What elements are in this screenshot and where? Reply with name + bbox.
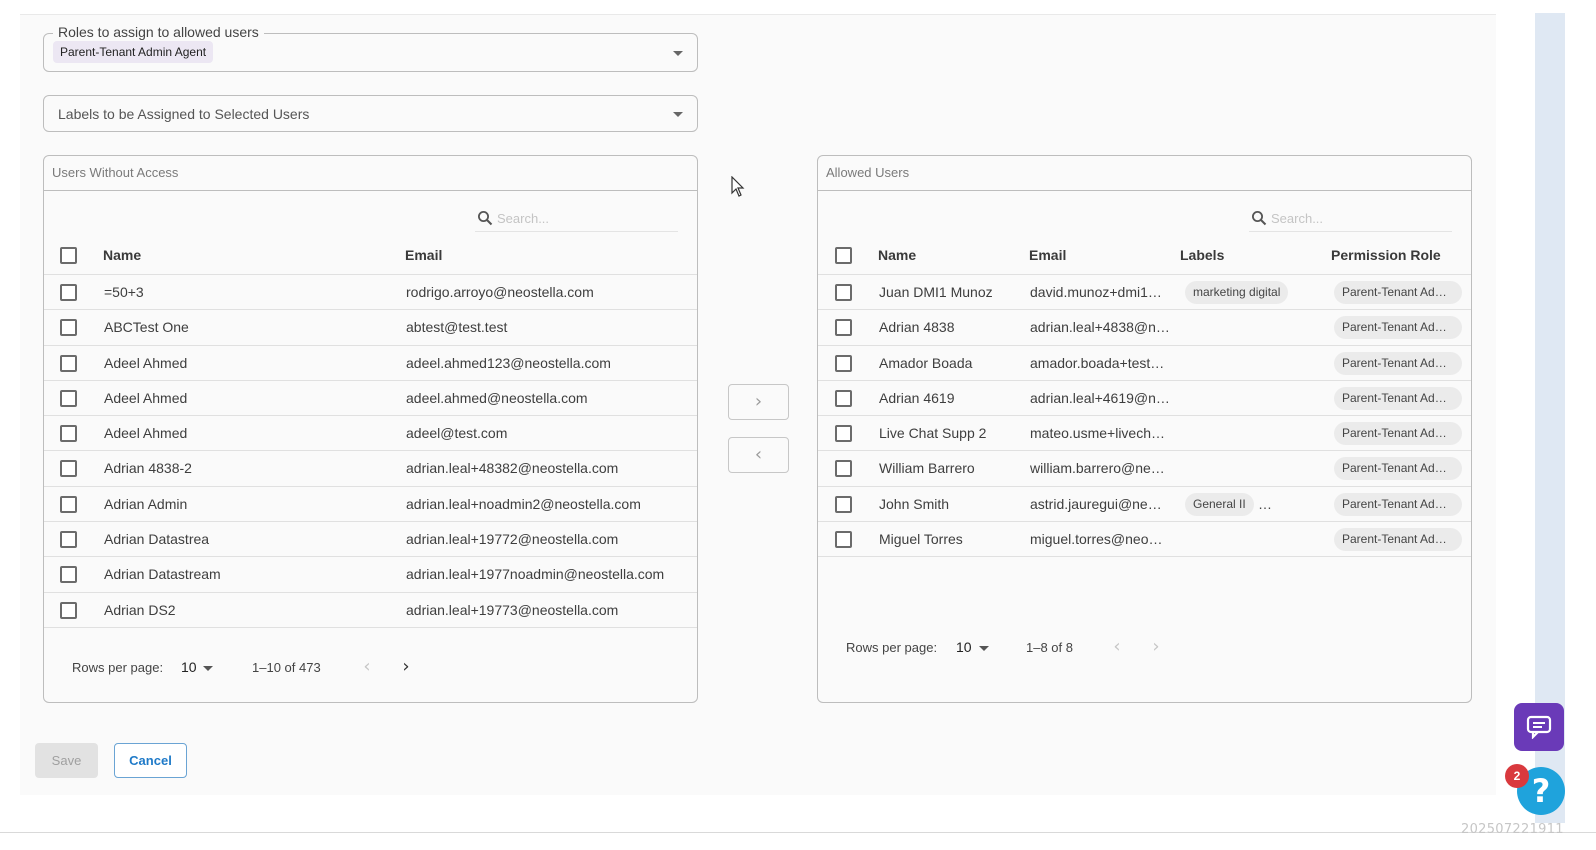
- help-widget-button[interactable]: ?: [1517, 767, 1565, 815]
- select-all-checkbox[interactable]: [835, 247, 852, 264]
- user-email: adrian.leal+noadmin2@neostella.com: [406, 495, 641, 512]
- permission-role-chip: Parent-Tenant Ad…: [1334, 457, 1462, 480]
- user-email: adrian.leal+4838@n…: [1030, 319, 1170, 336]
- table-title: Users Without Access: [44, 156, 697, 191]
- user-email: astrid.jauregui@ne…: [1030, 495, 1162, 512]
- move-to-allowed-button[interactable]: ›: [728, 384, 789, 420]
- row-checkbox[interactable]: [835, 390, 852, 407]
- row-checkbox[interactable]: [60, 355, 77, 372]
- user-name: Adrian 4838-2: [104, 460, 192, 477]
- selected-role-chip[interactable]: Parent-Tenant Admin Agent: [53, 41, 213, 63]
- scrollbar-track[interactable]: [1535, 13, 1565, 823]
- row-checkbox[interactable]: [60, 496, 77, 513]
- table-row[interactable]: [44, 557, 697, 592]
- row-checkbox[interactable]: [835, 319, 852, 336]
- table-header: [818, 236, 1471, 275]
- row-checkbox[interactable]: [835, 496, 852, 513]
- user-name: ABCTest One: [104, 319, 189, 336]
- row-checkbox[interactable]: [60, 319, 77, 336]
- chat-widget-button[interactable]: [1514, 703, 1564, 751]
- chevron-down-icon[interactable]: [673, 112, 683, 117]
- user-email: adeel@test.com: [406, 425, 508, 442]
- roles-select[interactable]: [43, 24, 698, 72]
- user-name: Live Chat Supp 2: [879, 425, 987, 442]
- permission-role-chip: Parent-Tenant Ad…: [1334, 352, 1462, 375]
- user-name: Adrian 4619: [879, 389, 955, 406]
- label-chip: General II: [1185, 493, 1254, 516]
- timestamp: 202507221911: [1461, 822, 1564, 837]
- search-input[interactable]: [1271, 208, 1446, 228]
- table-body: [818, 275, 1471, 557]
- table-row[interactable]: [44, 522, 697, 557]
- user-name: Juan DMI1 Munoz: [879, 284, 993, 300]
- chat-icon: [1526, 715, 1552, 739]
- user-name: John Smith: [879, 495, 950, 512]
- search-icon: [477, 210, 493, 226]
- table-row[interactable]: [818, 451, 1471, 486]
- column-header-email[interactable]: Email: [405, 247, 443, 263]
- user-name: Adrian DS2: [104, 601, 176, 618]
- table-row[interactable]: [44, 275, 697, 310]
- user-name: William Barrero: [879, 460, 975, 477]
- rows-per-page-select[interactable]: 10: [181, 659, 197, 675]
- row-checkbox[interactable]: [60, 531, 77, 548]
- table-row[interactable]: [44, 310, 697, 345]
- rows-per-page-label: Rows per page:: [72, 660, 164, 675]
- footer-divider: [0, 832, 1596, 833]
- user-email: adrian.leal+4619@n…: [1030, 389, 1170, 406]
- row-checkbox[interactable]: [835, 355, 852, 372]
- user-name: Adrian Datastream: [104, 566, 221, 583]
- row-checkbox[interactable]: [835, 531, 852, 548]
- user-email: miguel.torres@neo…: [1030, 531, 1163, 548]
- column-header-permission-role[interactable]: Permission Role: [1331, 247, 1441, 263]
- row-checkbox[interactable]: [60, 566, 77, 583]
- table-row[interactable]: [818, 346, 1471, 381]
- table-row[interactable]: [44, 593, 697, 628]
- search-input[interactable]: [497, 208, 672, 228]
- cancel-button[interactable]: Cancel: [114, 743, 187, 778]
- notification-badge: 2: [1505, 764, 1529, 788]
- user-email: abtest@test.test: [406, 319, 508, 336]
- column-header-name[interactable]: Name: [878, 247, 917, 263]
- label-chip: marketing digital: [1185, 281, 1288, 304]
- row-checkbox[interactable]: [835, 284, 852, 301]
- user-name: Amador Boada: [879, 354, 973, 371]
- table-row[interactable]: [818, 310, 1471, 345]
- table-row[interactable]: [818, 522, 1471, 557]
- permission-role-chip: Parent-Tenant Ad…: [1334, 528, 1462, 551]
- permission-role-chip: Parent-Tenant Ad…: [1334, 387, 1462, 410]
- row-checkbox[interactable]: [60, 390, 77, 407]
- table-body: [44, 275, 697, 628]
- row-checkbox[interactable]: [835, 460, 852, 477]
- pagination-range: 1–8 of 8: [1026, 640, 1073, 655]
- user-email: adrian.leal+19772@neostella.com: [406, 531, 619, 548]
- table-title: Allowed Users: [818, 156, 1471, 191]
- next-page-button[interactable]: ›: [1152, 636, 1160, 657]
- next-page-button[interactable]: ›: [402, 656, 410, 677]
- row-checkbox[interactable]: [60, 602, 77, 619]
- allowed-users-table: [817, 155, 1472, 703]
- table-header: [44, 236, 697, 275]
- rows-per-page-label: Rows per page:: [846, 640, 938, 655]
- search-icon: [1251, 210, 1267, 226]
- pagination: [818, 636, 1471, 660]
- user-email: amador.boada+test…: [1030, 354, 1165, 371]
- table-row[interactable]: [818, 487, 1471, 522]
- column-header-email[interactable]: Email: [1029, 247, 1067, 263]
- row-checkbox[interactable]: [60, 460, 77, 477]
- user-email: adeel.ahmed123@neostella.com: [406, 354, 611, 371]
- previous-page-button[interactable]: ‹: [363, 656, 371, 677]
- search-box: [1249, 204, 1452, 232]
- chevron-down-icon[interactable]: [673, 51, 683, 56]
- user-name: Miguel Torres: [879, 531, 963, 548]
- user-email: adrian.leal+19773@neostella.com: [406, 601, 619, 618]
- user-name: Adrian 4838: [879, 319, 955, 336]
- users-without-access-table: [43, 155, 698, 703]
- row-checkbox[interactable]: [835, 425, 852, 442]
- pagination-range: 1–10 of 473: [252, 660, 321, 675]
- user-name: =50+3: [104, 284, 144, 300]
- user-name: Adeel Ahmed: [104, 425, 188, 442]
- user-email: mateo.usme+livech…: [1030, 425, 1166, 442]
- row-checkbox[interactable]: [60, 284, 77, 301]
- user-name: Adrian Datastrea: [104, 531, 210, 548]
- row-checkbox[interactable]: [60, 425, 77, 442]
- rows-per-page-select[interactable]: 10: [956, 639, 972, 655]
- user-email: adrian.leal+48382@neostella.com: [406, 460, 619, 477]
- chevron-down-icon[interactable]: [979, 646, 989, 651]
- permission-role-chip: Parent-Tenant Ad…: [1334, 493, 1462, 516]
- user-email: william.barrero@ne…: [1030, 460, 1165, 477]
- permission-role-chip: Parent-Tenant Ad…: [1334, 316, 1462, 339]
- pagination: [44, 656, 697, 680]
- table-row[interactable]: [44, 416, 697, 451]
- user-email: adrian.leal+1977noadmin@neostella.com: [406, 566, 665, 583]
- roles-legend: Roles to assign to allowed users: [53, 24, 264, 40]
- column-header-labels[interactable]: Labels: [1180, 247, 1225, 263]
- permission-role-chip: Parent-Tenant Ad…: [1334, 281, 1462, 304]
- table-row[interactable]: [818, 381, 1471, 416]
- column-header-name[interactable]: Name: [103, 247, 142, 263]
- move-to-without-access-button[interactable]: ‹: [728, 437, 789, 473]
- user-email: rodrigo.arroyo@neostella.com: [406, 284, 594, 300]
- search-box: [475, 204, 678, 232]
- table-row[interactable]: [44, 451, 697, 486]
- user-email: adeel.ahmed@neostella.com: [406, 389, 588, 406]
- table-row[interactable]: [44, 381, 697, 416]
- permission-role-chip: Parent-Tenant Ad…: [1334, 422, 1462, 445]
- labels-select[interactable]: [43, 95, 698, 132]
- user-name: Adeel Ahmed: [104, 354, 188, 371]
- user-name: Adrian Admin: [104, 495, 188, 512]
- more-labels-indicator[interactable]: …: [1258, 495, 1272, 512]
- previous-page-button[interactable]: ‹: [1113, 636, 1121, 657]
- table-row[interactable]: [818, 416, 1471, 451]
- table-row[interactable]: [44, 346, 697, 381]
- save-button[interactable]: Save: [35, 743, 98, 778]
- mouse-cursor-icon: [731, 176, 745, 198]
- select-all-checkbox[interactable]: [60, 247, 77, 264]
- user-name: Adeel Ahmed: [104, 389, 188, 406]
- user-email: david.munoz+dmi1…: [1030, 284, 1162, 300]
- top-divider: [20, 14, 1496, 15]
- chevron-down-icon[interactable]: [203, 666, 213, 671]
- table-row[interactable]: [818, 275, 1471, 310]
- labels-placeholder: Labels to be Assigned to Selected Users: [58, 106, 310, 122]
- table-row[interactable]: [44, 487, 697, 522]
